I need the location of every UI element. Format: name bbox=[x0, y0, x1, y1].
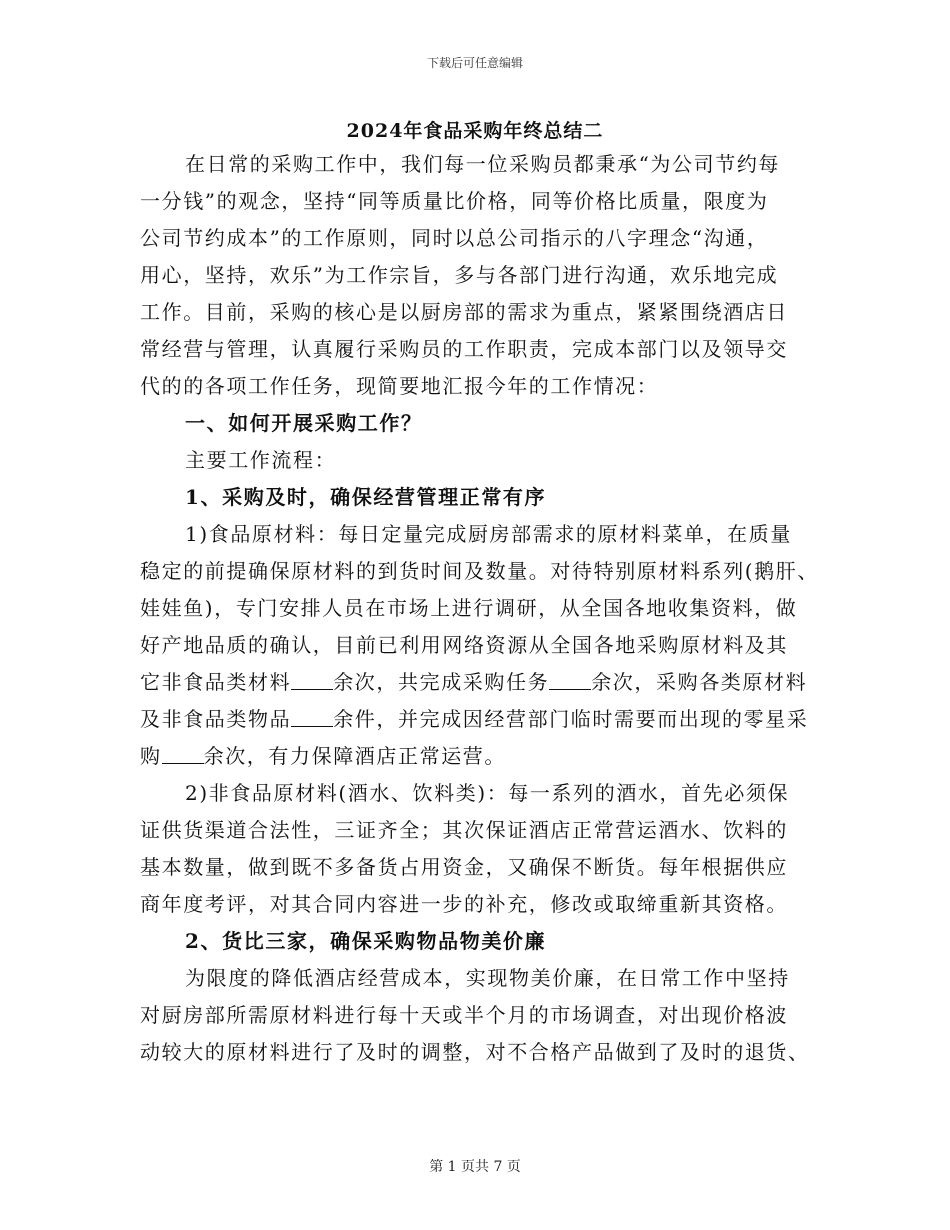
subsection-heading: 2、货比三家，确保采购物品物美价廉 bbox=[185, 929, 547, 953]
text-segment: 余次，有力保障酒店正常运营。 bbox=[203, 744, 507, 768]
paragraph-line: 公司节约成本”的工作原则，同时以总公司指示的八字理念“沟通， bbox=[140, 226, 769, 250]
paragraph-line: 一分钱”的观念，坚持“同等质量比价格，同等价格比质量，限度为 bbox=[140, 189, 769, 213]
paragraph-line: 娃娃鱼)，专门安排人员在市场上进行调研，从全国各地收集资料，做 bbox=[140, 596, 798, 620]
text-segment: 余次，共完成采购任务 bbox=[333, 670, 550, 694]
paragraph-line bbox=[140, 738, 810, 775]
paragraph-line: 基本数量，做到既不多备货占用资金，又确保不断货。每年根据供应 bbox=[140, 855, 788, 879]
paragraph-line: 在日常的采购工作中，我们每一位采购员都秉承“为公司节约每 bbox=[185, 152, 781, 176]
fill-in-blank bbox=[549, 669, 591, 690]
paragraph-line: 常经营与管理，认真履行采购员的工作职责，完成本部门以及领导交 bbox=[140, 337, 788, 361]
paragraph-line bbox=[140, 701, 810, 738]
section-heading: 一、如何开展采购工作？ bbox=[185, 411, 423, 435]
paragraph-line bbox=[140, 664, 810, 701]
paragraph-line: 代的的各项工作任务，现简要地汇报今年的工作情况： bbox=[140, 374, 659, 398]
workflow-label: 主要工作流程： bbox=[185, 448, 337, 472]
text-segment: 余件，并完成因经营部门临时需要而出现的零星采 bbox=[333, 707, 809, 731]
paragraph-line: 工作。目前，采购的核心是以厨房部的需求为重点，紧紧围绕酒店日 bbox=[140, 300, 788, 324]
paragraph-line: 2)非食品原材料(酒水、饮料类)：每一系列的酒水，首先必须保 bbox=[185, 781, 790, 805]
page-footer: 第 1 页共 7 页 bbox=[429, 1159, 521, 1175]
document-body bbox=[140, 146, 820, 1071]
paragraph-line: 动较大的原材料进行了及时的调整，对不合格产品做到了及时的退货、 bbox=[140, 1040, 810, 1064]
paragraph-line: 好产地品质的确认，目前已利用网络资源从全国各地采购原材料及其 bbox=[140, 633, 788, 657]
subsection-heading: 1、采购及时，确保经营管理正常有序 bbox=[185, 485, 547, 509]
paragraph-line: 用心，坚持，欢乐”为工作宗旨，多与各部门进行沟通，欢乐地完成 bbox=[140, 263, 779, 287]
fill-in-blank bbox=[291, 669, 333, 690]
paragraph-line: 商年度考评，对其合同内容进一步的补充，修改或取缔重新其资格。 bbox=[140, 892, 788, 916]
text-segment: 它非食品类材料 bbox=[140, 670, 292, 694]
paragraph-line: 证供货渠道合法性，三证齐全；其次保证酒店正常营运酒水、饮料的 bbox=[140, 818, 788, 842]
header-note: 下载后可任意编辑 bbox=[426, 56, 523, 70]
paragraph-line: 为限度的降低酒店经营成本，实现物美价廉，在日常工作中坚持 bbox=[185, 966, 790, 990]
paragraph-line: 1)食品原材料：每日定量完成厨房部需求的原材料菜单，在质量 bbox=[185, 522, 792, 546]
paragraph-line: 稳定的前提确保原材料的到货时间及数量。对待特别原材料系列(鹅肝、 bbox=[140, 559, 820, 583]
text-segment: 购 bbox=[140, 744, 162, 768]
text-segment: 余次，采购各类原材料 bbox=[591, 670, 808, 694]
fill-in-blank bbox=[291, 706, 333, 727]
paragraph-line: 对厨房部所需原材料进行每十天或半个月的市场调查，对出现价格波 bbox=[140, 1003, 788, 1027]
text-segment: 及非食品类物品 bbox=[140, 707, 292, 731]
fill-in-blank bbox=[162, 743, 204, 764]
document-title: 2024年食品采购年终总结二 bbox=[346, 120, 604, 142]
